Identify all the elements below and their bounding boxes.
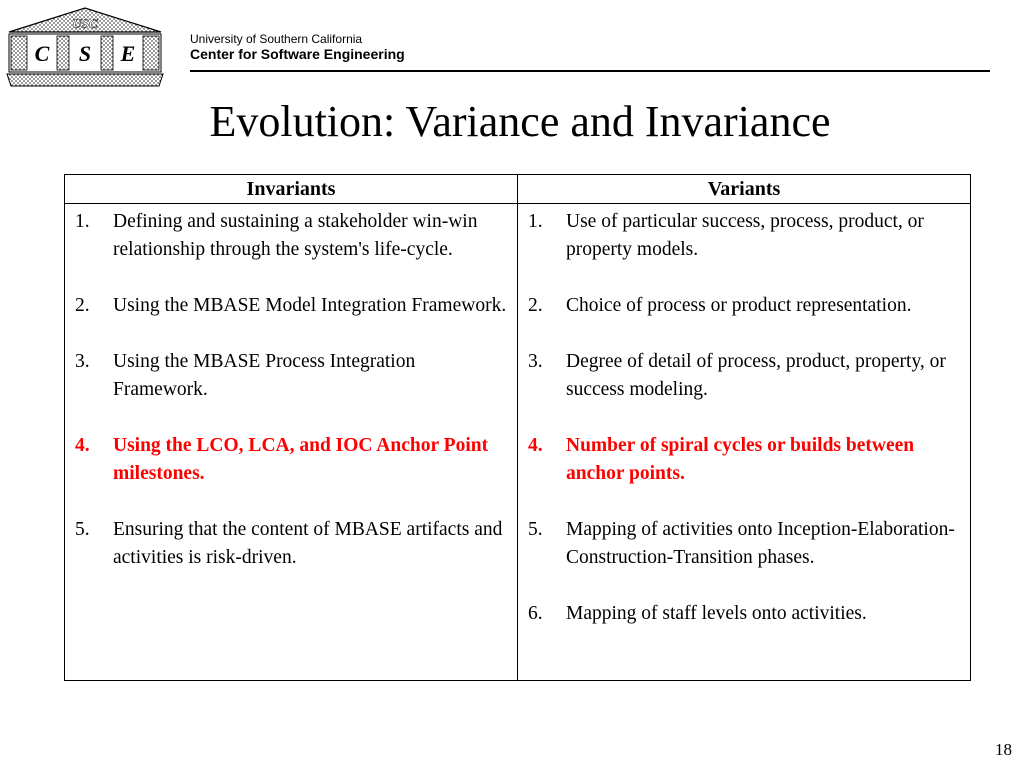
- list-item-text: Number of spiral cycles or builds between anchor points.: [566, 435, 915, 484]
- list-item: [518, 432, 960, 488]
- list-item-text: Choice of process or product representation.: [566, 295, 912, 316]
- list-item: [518, 292, 960, 320]
- list-item-number: 5.: [75, 519, 90, 540]
- list-item-number: 4.: [528, 435, 543, 456]
- list-item-number: 3.: [528, 351, 543, 372]
- list-item-number: 2.: [528, 295, 543, 316]
- list-item-text: Mapping of activities onto Inception-Elaboration-Construction-Transition phases.: [566, 519, 955, 568]
- list-item-number: 1.: [75, 211, 90, 232]
- table-row: [65, 204, 971, 681]
- variance-table: [64, 174, 971, 681]
- organization-name: [190, 32, 405, 63]
- variants-cell: [518, 204, 971, 681]
- list-item: [518, 208, 960, 264]
- usc-cse-logo: [5, 6, 165, 90]
- list-item: [65, 432, 507, 488]
- invariants-cell: [65, 204, 518, 681]
- list-item-number: 5.: [528, 519, 543, 540]
- org-line-university: University of Southern California: [190, 32, 363, 46]
- list-item-number: 6.: [528, 603, 543, 624]
- list-item: [65, 208, 507, 264]
- page-number: 18: [995, 740, 1012, 759]
- variants-list: [518, 204, 970, 628]
- logo-letter-c: C: [34, 41, 50, 66]
- slide-title: Evolution: Variance and Invariance: [209, 97, 831, 146]
- list-item-text: Using the MBASE Process Integration Framework.: [113, 351, 416, 400]
- list-item: [65, 292, 507, 320]
- list-item-number: 1.: [528, 211, 543, 232]
- logo-letter-e: E: [120, 41, 136, 66]
- list-item-text: Mapping of staff levels onto activities.: [566, 603, 867, 624]
- column-header-invariants: Invariants: [65, 175, 518, 204]
- list-item-text: Use of particular success, process, product, or property models.: [566, 211, 924, 260]
- list-item-text: Degree of detail of process, product, property, or success modeling.: [566, 351, 946, 400]
- list-item: [518, 516, 960, 572]
- list-item-number: 2.: [75, 295, 90, 316]
- table-header-row: [65, 175, 971, 204]
- logo-usc-text: USC: [72, 16, 98, 31]
- column-header-variants: Variants: [518, 175, 971, 204]
- list-item: [65, 348, 507, 404]
- list-item-text: Defining and sustaining a stakeholder win-win relationship through the system's life-cycle.: [113, 211, 478, 260]
- org-line-center: Center for Software Engineering: [190, 46, 405, 62]
- list-item-text: Ensuring that the content of MBASE artifacts and activities is risk-driven.: [113, 519, 503, 568]
- list-item: [65, 516, 507, 572]
- logo-letter-s: S: [78, 41, 92, 66]
- list-item: [518, 600, 960, 628]
- invariants-list: [65, 204, 517, 572]
- list-item-number: 4.: [75, 435, 90, 456]
- header-divider: [190, 70, 990, 72]
- list-item: [518, 348, 960, 404]
- list-item-text: Using the MBASE Model Integration Framework.: [113, 295, 507, 316]
- list-item-text: Using the LCO, LCA, and IOC Anchor Point milestones.: [113, 435, 489, 484]
- list-item-number: 3.: [75, 351, 90, 372]
